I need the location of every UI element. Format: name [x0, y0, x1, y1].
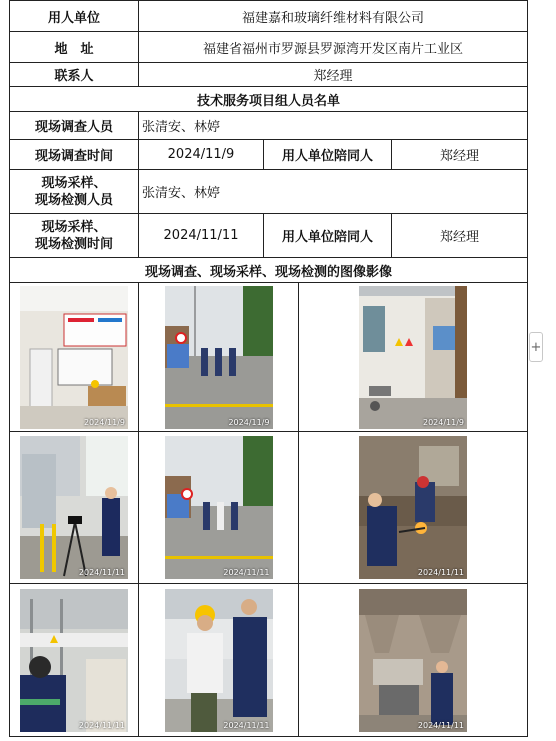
photo-cell — [10, 584, 139, 737]
photo-timestamp: 2024/11/9 — [228, 417, 270, 427]
sampling-staff-value: 张清安、林婷 — [139, 170, 528, 214]
sampling-staff-label-line1: 现场采样、 — [41, 175, 107, 191]
photo-worker-station — [20, 589, 128, 732]
address-value: 福建省福州市罗源县罗源湾开发区南片工业区 — [139, 32, 528, 63]
photo-cell — [10, 432, 139, 584]
photo-welding-detection — [359, 436, 467, 579]
photo-team-at-gate-2 — [165, 436, 273, 579]
photo-timestamp: 2024/11/11 — [417, 720, 465, 730]
employer-value: 福建嘉和玻璃纤维材料有限公司 — [139, 1, 528, 32]
contact-label: 联系人 — [10, 63, 139, 87]
survey-staff-value: 张清安、林婷 — [139, 112, 528, 140]
contact-value: 郑经理 — [139, 63, 528, 87]
images-section-title: 现场调查、现场采样、现场检测的图像影像 — [10, 258, 528, 283]
photo-meeting-room — [20, 286, 128, 429]
companion-value-2: 郑经理 — [392, 214, 528, 258]
expand-tab-button[interactable]: + — [529, 332, 543, 362]
photo-team-at-gate — [165, 286, 273, 429]
sampling-time-value: 2024/11/11 — [139, 214, 264, 258]
address-label: 地 址 — [10, 32, 139, 63]
sampling-time-label-line2: 现场检测时间 — [34, 236, 113, 252]
photo-timestamp: 2024/11/11 — [78, 568, 125, 577]
survey-staff-label: 现场调查人员 — [10, 112, 139, 140]
sampling-time-label-line1: 现场采样、 — [41, 219, 107, 235]
photo-timestamp: 2024/11/9 — [422, 417, 465, 427]
photo-cell — [299, 432, 528, 584]
survey-time-value: 2024/11/9 — [139, 140, 264, 170]
photo-timestamp: 2024/11/11 — [223, 720, 270, 730]
photo-sampling-equipment — [20, 436, 128, 579]
companion-label-2: 用人单位陪同人 — [264, 214, 392, 258]
photo-cell — [299, 283, 528, 432]
companion-value-1: 郑经理 — [392, 140, 528, 170]
photo-cell — [139, 432, 299, 584]
sampling-time-label — [10, 214, 139, 258]
sampling-staff-label — [10, 170, 139, 214]
photo-cell — [139, 283, 299, 432]
photo-timestamp: 2024/11/11 — [417, 568, 465, 577]
report-table — [9, 0, 528, 737]
photo-timestamp: 2024/11/9 — [83, 417, 125, 427]
photo-factory-exterior — [359, 286, 467, 429]
employer-label: 用人单位 — [10, 1, 139, 32]
photo-timestamp: 2024/11/11 — [223, 568, 270, 577]
photo-hopper-machinery — [359, 589, 467, 732]
photo-cell — [10, 283, 139, 432]
sampling-staff-label-line2: 现场检测人员 — [34, 192, 113, 208]
photo-cell — [299, 584, 528, 737]
survey-time-label: 现场调查时间 — [10, 140, 139, 170]
team-section-title: 技术服务项目组人员名单 — [10, 87, 528, 112]
companion-label-1: 用人单位陪同人 — [264, 140, 392, 170]
photo-cell — [139, 584, 299, 737]
photo-worker-interview — [165, 589, 273, 732]
photo-timestamp: 2024/11/11 — [78, 720, 125, 730]
